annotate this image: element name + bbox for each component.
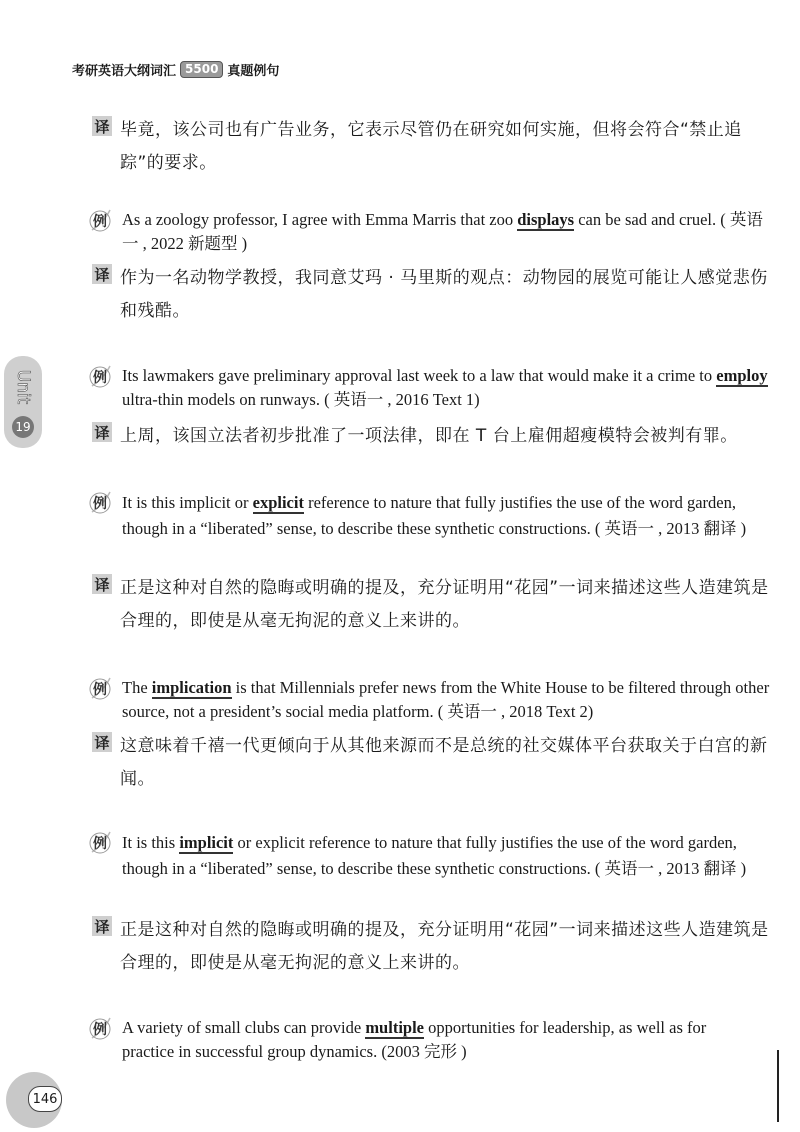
- example-entry: [88, 208, 772, 256]
- translation-entry: [92, 914, 772, 980]
- translation-marker: 译: [92, 422, 112, 442]
- translation-text: 正是这种对自然的隐晦或明确的提及，充分证明用“花园”一词来描述这些人造建筑是合理的，即使是从毫无拘泥的意义上来讲的。: [120, 578, 769, 631]
- translation-marker: 译: [92, 264, 112, 284]
- translation-entry: [92, 420, 772, 453]
- example-entry: [88, 676, 772, 724]
- example-marker: 例: [88, 676, 114, 702]
- example-sentence: Its lawmakers gave preliminary approval last week to a law that would make it a crime to employ ultra-thin models on runways. ( 英语一 , 2016 Text 1): [122, 366, 768, 409]
- translation-text: 这意味着千禧一代更倾向于从其他来源而不是总统的社交媒体平台获取关于白宫的新闻。: [120, 736, 768, 789]
- example-entry: [88, 1016, 772, 1064]
- example-sentence: A variety of small clubs can provide multiple opportunities for leadership, as well as for practice in successful group dynamics. (2003 完形 ): [122, 1018, 707, 1061]
- example-entry: [88, 490, 772, 542]
- keyword: multiple: [365, 1018, 424, 1037]
- unit-side-tab: [4, 356, 42, 448]
- page-number: 146: [28, 1086, 62, 1112]
- keyword: displays: [517, 210, 575, 229]
- header-badge: 5500: [180, 61, 223, 78]
- translation-marker: 译: [92, 732, 112, 752]
- keyword: implication: [151, 678, 232, 697]
- example-sentence: The implication is that Millennials prefer news from the White House to be filtered through other source, not a president’s social media platform. ( 英语一 , 2018 Text 2): [122, 678, 770, 721]
- unit-number: 19: [12, 416, 34, 438]
- example-entry: [88, 364, 772, 412]
- example-marker: 例: [88, 208, 114, 234]
- keyword: explicit: [252, 493, 304, 512]
- unit-label: Unit: [13, 369, 33, 405]
- translation-text: 毕竟，该公司也有广告业务，它表示尽管仍在研究如何实施，但将会符合“禁止追踪”的要求。: [120, 120, 742, 173]
- translation-entry: [92, 730, 772, 796]
- example-sentence: It is this implicit or explicit reference to nature that fully justifies the use of the word garden, though in a “liberated” sense, to describe these synthetic constructions. ( 英语一 , 2013 翻译 ): [122, 493, 747, 538]
- example-sentence: It is this implicit or explicit reference to nature that fully justifies the use of the word garden, though in a “liberated” sense, to describe these synthetic constructions. ( 英语一 , 2013 翻译 ): [122, 833, 747, 878]
- example-sentence: As a zoology professor, I agree with Emma Marris that zoo displays can be sad and cruel. ( 英语一 , 2022 新题型 ): [122, 210, 763, 253]
- running-header: [72, 60, 279, 79]
- keyword: implicit: [179, 833, 234, 852]
- translation-text: 正是这种对自然的隐晦或明确的提及，充分证明用“花园”一词来描述这些人造建筑是合理的，即使是从毫无拘泥的意义上来讲的。: [120, 920, 769, 973]
- translation-marker: 译: [92, 116, 112, 136]
- header-title: 考研英语大纲词汇: [72, 64, 177, 79]
- translation-text: 上周，该国立法者初步批准了一项法律，即在 T 台上雇佣超瘦模特会被判有罪。: [120, 426, 738, 446]
- keyword: employ: [716, 366, 768, 385]
- page-number-badge: [6, 1072, 62, 1128]
- example-marker: 例: [88, 1016, 114, 1042]
- translation-entry: [92, 572, 772, 638]
- example-entry: [88, 830, 772, 882]
- header-subtitle: 真题例句: [227, 64, 280, 79]
- translation-marker: 译: [92, 916, 112, 936]
- margin-rule: [777, 1050, 779, 1122]
- translation-text: 作为一名动物学教授，我同意艾玛 · 马里斯的观点：动物园的展览可能让人感觉悲伤和残酷。: [120, 268, 768, 321]
- translation-entry: [92, 114, 772, 180]
- example-marker: 例: [88, 490, 114, 516]
- example-marker: 例: [88, 830, 114, 856]
- translation-marker: 译: [92, 574, 112, 594]
- example-marker: 例: [88, 364, 114, 390]
- translation-entry: [92, 262, 772, 328]
